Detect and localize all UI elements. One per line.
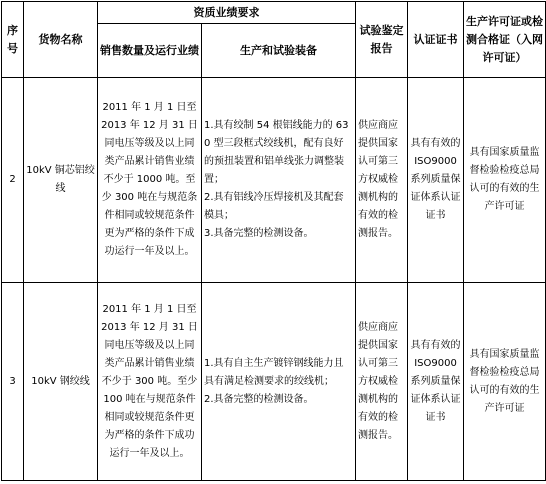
table-row	[2, 283, 546, 481]
cell-test-report: 供应商应提供国家认可第三方权威检测机构的有效的检测报告。	[356, 78, 408, 283]
cell-test-report: 供应商应提供国家认可第三方权威检测机构的有效的检测报告。	[356, 283, 408, 481]
header-sales: 销售数量及运行业绩	[98, 24, 202, 78]
cell-license: 具有国家质量监督检验检疫总局认可的有效的生产许可证	[464, 283, 546, 481]
table-row	[2, 78, 546, 283]
header-row-1	[2, 2, 546, 24]
cell-equipment: 1.具有绞制 54 根铝线能力的 630 型三段框式绞线机，配有良好的预扭装置和铝单线张力调整装置； 2.具有铝线冷压焊接机及其配套模具； 3.具备完整的检测设备。	[202, 78, 356, 283]
cell-goods: 10kV 铜芯铝绞线	[24, 78, 98, 283]
header-qualification: 资质业绩要求	[98, 2, 356, 24]
header-seq: 序号	[2, 2, 24, 78]
header-license: 生产许可证或检测合格证（入网许可证）	[464, 2, 546, 78]
header-equipment: 生产和试验装备	[202, 24, 356, 78]
cell-seq: 3	[2, 283, 24, 481]
cell-seq: 2	[2, 78, 24, 283]
cell-certificate: 具有有效的 ISO9000 系列质量保证体系认证证书	[408, 283, 464, 481]
cell-sales: 2011 年 1 月 1 日至 2013 年 12 月 31 日同电压等级及以上同类产品累计销售业绩不少于 300 吨。至少 100 吨在与规范条件相同或较规范条件更为严格的条件下成功运行一年及以上。	[98, 283, 202, 481]
header-certificate: 认证证书	[408, 2, 464, 78]
header-goods: 货物名称	[24, 2, 98, 78]
cell-goods: 10kV 钢绞线	[24, 283, 98, 481]
cell-license: 具有国家质量监督检验检疫总局认可的有效的生产许可证	[464, 78, 546, 283]
qualification-table	[1, 1, 546, 481]
cell-equipment: 1.具有自主生产镀锌钢线能力且具有满足检测要求的绞线机； 2.具备完整的检测设备。	[202, 283, 356, 481]
cell-sales: 2011 年 1 月 1 日至 2013 年 12 月 31 日同电压等级及以上同类产品累计销售业绩不少于 1000 吨。至少 300 吨在与规范条件相同或较规范条件更为严格的条件下成功运行一年及以上。	[98, 78, 202, 283]
cell-certificate: 具有有效的 ISO9000 系列质量保证体系认证证书	[408, 78, 464, 283]
header-test-report: 试验鉴定报告	[356, 2, 408, 78]
